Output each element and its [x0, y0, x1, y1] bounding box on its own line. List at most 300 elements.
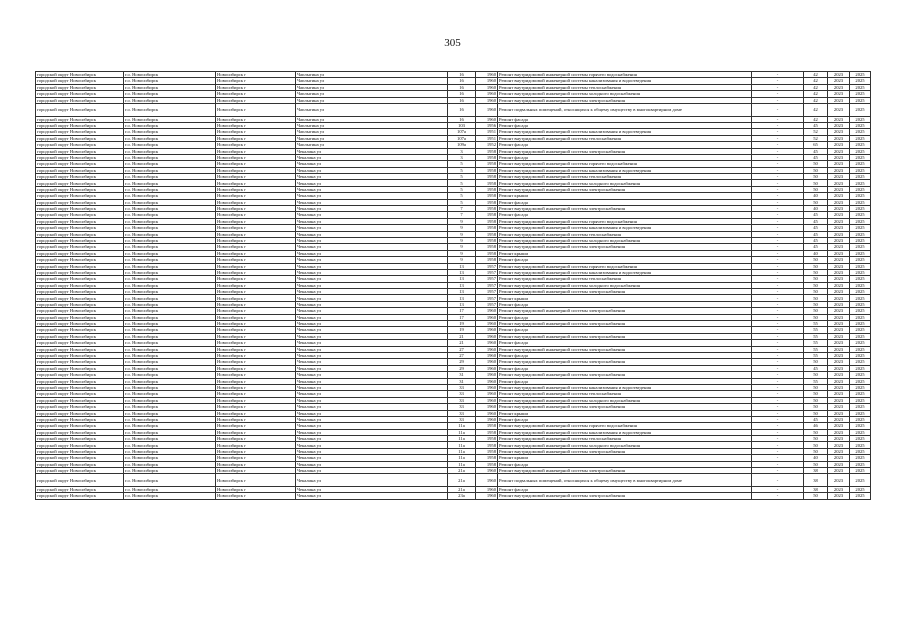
start-year-cell: 2023: [828, 237, 850, 243]
start-year-cell: 2023: [828, 321, 850, 327]
district-cell: г.о. Новосибирск: [124, 257, 216, 263]
start-year-cell: 2023: [828, 212, 850, 218]
work-type-cell: Ремонт внутридомовой инженерной системы горячего водоснабжения: [498, 161, 752, 167]
end-year-cell: 2025: [850, 372, 871, 378]
house-number-cell: 31: [448, 372, 476, 378]
end-year-cell: 2025: [850, 461, 871, 467]
municipality-cell: городской округ Новосибирск: [36, 493, 124, 499]
street-cell: Чекалина ул: [296, 416, 448, 422]
city-cell: Новосибирск г: [216, 353, 296, 359]
district-cell: г.о. Новосибирск: [124, 487, 216, 493]
start-year-cell: 2023: [828, 199, 850, 205]
build-year-cell: 1960: [476, 116, 498, 122]
work-type-cell: Ремонт внутридомовой инженерной системы электроснабжения: [498, 404, 752, 410]
street-cell: Чекалина ул: [296, 308, 448, 314]
city-cell: Новосибирск г: [216, 461, 296, 467]
street-cell: Чекалина ул: [296, 257, 448, 263]
district-cell: г.о. Новосибирск: [124, 448, 216, 454]
city-cell: Новосибирск г: [216, 321, 296, 327]
street-cell: Чекалина ул: [296, 448, 448, 454]
work-type-cell: Ремонт внутридомовой инженерной системы электроснабжения: [498, 186, 752, 192]
build-year-cell: 1960: [476, 353, 498, 359]
street-cell: Чекалина ул: [296, 231, 448, 237]
municipality-cell: городской округ Новосибирск: [36, 321, 124, 327]
wear-cell: 50: [804, 404, 828, 410]
city-cell: Новосибирск г: [216, 72, 296, 78]
build-year-cell: 1958: [476, 218, 498, 224]
extra-cell: -: [752, 161, 804, 167]
build-year-cell: 1957: [476, 263, 498, 269]
extra-cell: -: [752, 257, 804, 263]
municipality-cell: городской округ Новосибирск: [36, 129, 124, 135]
work-type-cell: Ремонт внутридомовой инженерной системы электроснабжения: [498, 468, 752, 474]
wear-cell: 52: [804, 129, 828, 135]
start-year-cell: 2023: [828, 461, 850, 467]
work-type-cell: Ремонт внутридомовой инженерной системы электроснабжения: [498, 321, 752, 327]
district-cell: г.о. Новосибирск: [124, 365, 216, 371]
house-number-cell: 9: [448, 225, 476, 231]
street-cell: Чекалина ул: [296, 282, 448, 288]
wear-cell: 45: [804, 416, 828, 422]
work-type-cell: Ремонт внутридомовой инженерной системы канализования и водоотведения: [498, 269, 752, 275]
district-cell: г.о. Новосибирск: [124, 97, 216, 103]
city-cell: Новосибирск г: [216, 391, 296, 397]
house-number-cell: 13: [448, 295, 476, 301]
build-year-cell: 1957: [476, 276, 498, 282]
build-year-cell: 1960: [476, 359, 498, 365]
end-year-cell: 2025: [850, 346, 871, 352]
city-cell: Новосибирск г: [216, 327, 296, 333]
municipality-cell: городской округ Новосибирск: [36, 487, 124, 493]
extra-cell: -: [752, 103, 804, 116]
build-year-cell: 1960: [476, 340, 498, 346]
start-year-cell: 2023: [828, 455, 850, 461]
wear-cell: 50: [804, 314, 828, 320]
municipality-cell: городской округ Новосибирск: [36, 84, 124, 90]
municipality-cell: городской округ Новосибирск: [36, 250, 124, 256]
work-type-cell: Ремонт внутридомовой инженерной системы электроснабжения: [498, 308, 752, 314]
start-year-cell: 2023: [828, 225, 850, 231]
street-cell: Чекалина ул: [296, 301, 448, 307]
street-cell: Чекалина ул: [296, 250, 448, 256]
municipality-cell: городской округ Новосибирск: [36, 91, 124, 97]
work-type-cell: Ремонт внутридомовой инженерной системы электроснабжения: [498, 206, 752, 212]
district-cell: г.о. Новосибирск: [124, 289, 216, 295]
house-number-cell: 109а: [448, 142, 476, 148]
end-year-cell: 2025: [850, 148, 871, 154]
extra-cell: -: [752, 129, 804, 135]
city-cell: Новосибирск г: [216, 116, 296, 122]
municipality-cell: городской округ Новосибирск: [36, 372, 124, 378]
end-year-cell: 2025: [850, 78, 871, 84]
street-cell: Чекалина ул: [296, 397, 448, 403]
start-year-cell: 2023: [828, 97, 850, 103]
house-number-cell: 21: [448, 340, 476, 346]
end-year-cell: 2025: [850, 397, 871, 403]
house-number-cell: 3: [448, 154, 476, 160]
work-type-cell: Ремонт внутридомовой инженерной системы канализования и водоотведения: [498, 225, 752, 231]
extra-cell: -: [752, 78, 804, 84]
street-cell: Чекалина ул: [296, 244, 448, 250]
extra-cell: -: [752, 448, 804, 454]
build-year-cell: 1958: [476, 442, 498, 448]
build-year-cell: 1958: [476, 250, 498, 256]
build-year-cell: 1960: [476, 103, 498, 116]
house-number-cell: 16: [448, 84, 476, 90]
city-cell: Новосибирск г: [216, 487, 296, 493]
end-year-cell: 2025: [850, 487, 871, 493]
city-cell: Новосибирск г: [216, 346, 296, 352]
street-cell: Чекалина ул: [296, 269, 448, 275]
municipality-cell: городской округ Новосибирск: [36, 391, 124, 397]
city-cell: Новосибирск г: [216, 442, 296, 448]
wear-cell: 42: [804, 72, 828, 78]
district-cell: г.о. Новосибирск: [124, 436, 216, 442]
start-year-cell: 2023: [828, 244, 850, 250]
extra-cell: -: [752, 154, 804, 160]
start-year-cell: 2023: [828, 359, 850, 365]
city-cell: Новосибирск г: [216, 244, 296, 250]
extra-cell: -: [752, 193, 804, 199]
extra-cell: -: [752, 269, 804, 275]
street-cell: Чекалина ул: [296, 327, 448, 333]
municipality-cell: городской округ Новосибирск: [36, 333, 124, 339]
start-year-cell: 2023: [828, 103, 850, 116]
municipality-cell: городской округ Новосибирск: [36, 455, 124, 461]
street-cell: Чаплыгина ул: [296, 142, 448, 148]
city-cell: Новосибирск г: [216, 378, 296, 384]
work-type-cell: Ремонт крыши: [498, 250, 752, 256]
wear-cell: 50: [804, 372, 828, 378]
end-year-cell: 2025: [850, 289, 871, 295]
wear-cell: 50: [804, 429, 828, 435]
end-year-cell: 2025: [850, 142, 871, 148]
municipality-cell: городской округ Новосибирск: [36, 225, 124, 231]
table-body: [36, 72, 871, 500]
end-year-cell: 2025: [850, 225, 871, 231]
district-cell: г.о. Новосибирск: [124, 174, 216, 180]
wear-cell: 50: [804, 199, 828, 205]
start-year-cell: 2023: [828, 314, 850, 320]
house-number-cell: 21а: [448, 487, 476, 493]
work-type-cell: Ремонт внутридомовой инженерной системы холодного водоснабжения: [498, 91, 752, 97]
municipality-cell: городской округ Новосибирск: [36, 122, 124, 128]
extra-cell: -: [752, 218, 804, 224]
municipality-cell: городской округ Новосибирск: [36, 436, 124, 442]
start-year-cell: 2023: [828, 91, 850, 97]
district-cell: г.о. Новосибирск: [124, 429, 216, 435]
extra-cell: -: [752, 289, 804, 295]
district-cell: г.о. Новосибирск: [124, 148, 216, 154]
extra-cell: -: [752, 97, 804, 103]
extra-cell: -: [752, 122, 804, 128]
build-year-cell: 1958: [476, 148, 498, 154]
extra-cell: -: [752, 174, 804, 180]
street-cell: Чекалина ул: [296, 276, 448, 282]
start-year-cell: 2023: [828, 487, 850, 493]
district-cell: г.о. Новосибирск: [124, 103, 216, 116]
city-cell: Новосибирск г: [216, 218, 296, 224]
city-cell: Новосибирск г: [216, 474, 296, 487]
build-year-cell: 1958: [476, 461, 498, 467]
house-number-cell: 27: [448, 346, 476, 352]
house-number-cell: 16: [448, 91, 476, 97]
wear-cell: 45: [804, 218, 828, 224]
wear-cell: 42: [804, 97, 828, 103]
municipality-cell: городской округ Новосибирск: [36, 97, 124, 103]
work-type-cell: Ремонт фасада: [498, 199, 752, 205]
start-year-cell: 2023: [828, 122, 850, 128]
extra-cell: -: [752, 416, 804, 422]
start-year-cell: 2023: [828, 308, 850, 314]
city-cell: Новосибирск г: [216, 493, 296, 499]
municipality-cell: городской округ Новосибирск: [36, 78, 124, 84]
wear-cell: 50: [804, 180, 828, 186]
end-year-cell: 2025: [850, 295, 871, 301]
house-number-cell: 16: [448, 116, 476, 122]
start-year-cell: 2023: [828, 263, 850, 269]
start-year-cell: 2023: [828, 365, 850, 371]
build-year-cell: 1960: [476, 474, 498, 487]
municipality-cell: городской округ Новосибирск: [36, 353, 124, 359]
build-year-cell: 1958: [476, 206, 498, 212]
end-year-cell: 2025: [850, 116, 871, 122]
street-cell: Чекалина ул: [296, 436, 448, 442]
wear-cell: 46: [804, 423, 828, 429]
extra-cell: -: [752, 327, 804, 333]
city-cell: Новосибирск г: [216, 365, 296, 371]
extra-cell: -: [752, 378, 804, 384]
house-number-cell: 29: [448, 365, 476, 371]
extra-cell: -: [752, 397, 804, 403]
house-number-cell: 33: [448, 397, 476, 403]
work-type-cell: Ремонт внутридомовой инженерной системы холодного водоснабжения: [498, 397, 752, 403]
street-cell: Чаплыгина ул: [296, 84, 448, 90]
end-year-cell: 2025: [850, 154, 871, 160]
street-cell: Чекалина ул: [296, 365, 448, 371]
extra-cell: -: [752, 244, 804, 250]
build-year-cell: 1956: [476, 122, 498, 128]
house-number-cell: 3: [448, 148, 476, 154]
build-year-cell: 1958: [476, 212, 498, 218]
district-cell: г.о. Новосибирск: [124, 263, 216, 269]
work-type-cell: Ремонт внутридомовой инженерной системы горячего водоснабжения: [498, 423, 752, 429]
build-year-cell: 1957: [476, 269, 498, 275]
district-cell: г.о. Новосибирск: [124, 359, 216, 365]
start-year-cell: 2023: [828, 442, 850, 448]
house-number-cell: 13: [448, 282, 476, 288]
start-year-cell: 2023: [828, 448, 850, 454]
extra-cell: -: [752, 423, 804, 429]
municipality-cell: городской округ Новосибирск: [36, 257, 124, 263]
work-type-cell: Ремонт фасада: [498, 116, 752, 122]
extra-cell: -: [752, 372, 804, 378]
end-year-cell: 2025: [850, 442, 871, 448]
end-year-cell: 2025: [850, 161, 871, 167]
house-number-cell: 5: [448, 193, 476, 199]
house-number-cell: 13: [448, 289, 476, 295]
work-type-cell: Ремонт фасада: [498, 378, 752, 384]
district-cell: г.о. Новосибирск: [124, 199, 216, 205]
capital-repair-table: [35, 71, 871, 500]
work-type-cell: Ремонт внутридомовой инженерной системы электроснабжения: [498, 372, 752, 378]
street-cell: Чекалина ул: [296, 154, 448, 160]
city-cell: Новосибирск г: [216, 122, 296, 128]
work-type-cell: Ремонт подвальных помещений, относящихся к общему имуществу в многоквартирном доме: [498, 103, 752, 116]
municipality-cell: городской округ Новосибирск: [36, 295, 124, 301]
work-type-cell: Ремонт крыши: [498, 193, 752, 199]
city-cell: Новосибирск г: [216, 448, 296, 454]
wear-cell: 52: [804, 135, 828, 141]
city-cell: Новосибирск г: [216, 436, 296, 442]
street-cell: Чекалина ул: [296, 237, 448, 243]
build-year-cell: 1958: [476, 174, 498, 180]
work-type-cell: Ремонт внутридомовой инженерной системы электроснабжения: [498, 448, 752, 454]
build-year-cell: 1960: [476, 365, 498, 371]
city-cell: Новосибирск г: [216, 314, 296, 320]
build-year-cell: 1958: [476, 193, 498, 199]
wear-cell: 50: [804, 308, 828, 314]
start-year-cell: 2023: [828, 193, 850, 199]
extra-cell: -: [752, 116, 804, 122]
start-year-cell: 2023: [828, 378, 850, 384]
capital-repair-table-container: [35, 71, 870, 500]
extra-cell: -: [752, 142, 804, 148]
wear-cell: 55: [804, 346, 828, 352]
street-cell: Чекалина ул: [296, 340, 448, 346]
end-year-cell: 2025: [850, 436, 871, 442]
house-number-cell: 9: [448, 231, 476, 237]
district-cell: г.о. Новосибирск: [124, 231, 216, 237]
wear-cell: 45: [804, 365, 828, 371]
extra-cell: -: [752, 206, 804, 212]
city-cell: Новосибирск г: [216, 237, 296, 243]
street-cell: Чекалина ул: [296, 378, 448, 384]
house-number-cell: 5: [448, 174, 476, 180]
extra-cell: -: [752, 148, 804, 154]
end-year-cell: 2025: [850, 231, 871, 237]
district-cell: г.о. Новосибирск: [124, 474, 216, 487]
table-row: [36, 493, 871, 499]
wear-cell: 50: [804, 167, 828, 173]
municipality-cell: городской округ Новосибирск: [36, 116, 124, 122]
municipality-cell: городской округ Новосибирск: [36, 174, 124, 180]
street-cell: Чаплыгина ул: [296, 103, 448, 116]
district-cell: г.о. Новосибирск: [124, 78, 216, 84]
district-cell: г.о. Новосибирск: [124, 269, 216, 275]
district-cell: г.о. Новосибирск: [124, 180, 216, 186]
start-year-cell: 2023: [828, 423, 850, 429]
start-year-cell: 2023: [828, 72, 850, 78]
street-cell: Чекалина ул: [296, 410, 448, 416]
start-year-cell: 2023: [828, 436, 850, 442]
wear-cell: 50: [804, 493, 828, 499]
city-cell: Новосибирск г: [216, 276, 296, 282]
extra-cell: -: [752, 487, 804, 493]
work-type-cell: Ремонт внутридомовой инженерной системы холодного водоснабжения: [498, 180, 752, 186]
city-cell: Новосибирск г: [216, 154, 296, 160]
house-number-cell: 5: [448, 186, 476, 192]
district-cell: г.о. Новосибирск: [124, 340, 216, 346]
district-cell: г.о. Новосибирск: [124, 282, 216, 288]
street-cell: Чекалина ул: [296, 404, 448, 410]
extra-cell: -: [752, 308, 804, 314]
end-year-cell: 2025: [850, 327, 871, 333]
build-year-cell: 1960: [476, 84, 498, 90]
work-type-cell: Ремонт фасада: [498, 340, 752, 346]
start-year-cell: 2023: [828, 116, 850, 122]
municipality-cell: городской округ Новосибирск: [36, 308, 124, 314]
street-cell: Чекалина ул: [296, 180, 448, 186]
extra-cell: -: [752, 410, 804, 416]
end-year-cell: 2025: [850, 263, 871, 269]
city-cell: Новосибирск г: [216, 135, 296, 141]
wear-cell: 50: [804, 391, 828, 397]
city-cell: Новосибирск г: [216, 167, 296, 173]
municipality-cell: городской округ Новосибирск: [36, 161, 124, 167]
house-number-cell: 11а: [448, 429, 476, 435]
extra-cell: -: [752, 365, 804, 371]
city-cell: Новосибирск г: [216, 257, 296, 263]
start-year-cell: 2023: [828, 353, 850, 359]
extra-cell: -: [752, 212, 804, 218]
district-cell: г.о. Новосибирск: [124, 353, 216, 359]
municipality-cell: городской округ Новосибирск: [36, 142, 124, 148]
street-cell: Чекалина ул: [296, 212, 448, 218]
end-year-cell: 2025: [850, 493, 871, 499]
extra-cell: -: [752, 295, 804, 301]
municipality-cell: городской округ Новосибирск: [36, 314, 124, 320]
wear-cell: 50: [804, 442, 828, 448]
wear-cell: 42: [804, 103, 828, 116]
end-year-cell: 2025: [850, 416, 871, 422]
start-year-cell: 2023: [828, 167, 850, 173]
wear-cell: 50: [804, 263, 828, 269]
work-type-cell: Ремонт крыши: [498, 410, 752, 416]
build-year-cell: 1960: [476, 346, 498, 352]
build-year-cell: 1960: [476, 78, 498, 84]
wear-cell: 50: [804, 448, 828, 454]
end-year-cell: 2025: [850, 186, 871, 192]
street-cell: Чаплыгина ул: [296, 78, 448, 84]
district-cell: г.о. Новосибирск: [124, 314, 216, 320]
district-cell: г.о. Новосибирск: [124, 186, 216, 192]
municipality-cell: городской округ Новосибирск: [36, 448, 124, 454]
extra-cell: -: [752, 340, 804, 346]
start-year-cell: 2023: [828, 289, 850, 295]
street-cell: Чекалина ул: [296, 289, 448, 295]
build-year-cell: 1952: [476, 142, 498, 148]
street-cell: Чекалина ул: [296, 199, 448, 205]
wear-cell: 50: [804, 461, 828, 467]
build-year-cell: 1958: [476, 436, 498, 442]
extra-cell: -: [752, 404, 804, 410]
municipality-cell: городской округ Новосибирск: [36, 154, 124, 160]
work-type-cell: Ремонт фасада: [498, 487, 752, 493]
municipality-cell: городской округ Новосибирск: [36, 384, 124, 390]
house-number-cell: 107а: [448, 135, 476, 141]
house-number-cell: 9: [448, 237, 476, 243]
wear-cell: 55: [804, 333, 828, 339]
build-year-cell: 1960: [476, 487, 498, 493]
district-cell: г.о. Новосибирск: [124, 154, 216, 160]
street-cell: Чекалина ул: [296, 263, 448, 269]
work-type-cell: Ремонт внутридомовой инженерной системы электроснабжения: [498, 148, 752, 154]
wear-cell: 50: [804, 384, 828, 390]
start-year-cell: 2023: [828, 282, 850, 288]
district-cell: г.о. Новосибирск: [124, 295, 216, 301]
district-cell: г.о. Новосибирск: [124, 391, 216, 397]
